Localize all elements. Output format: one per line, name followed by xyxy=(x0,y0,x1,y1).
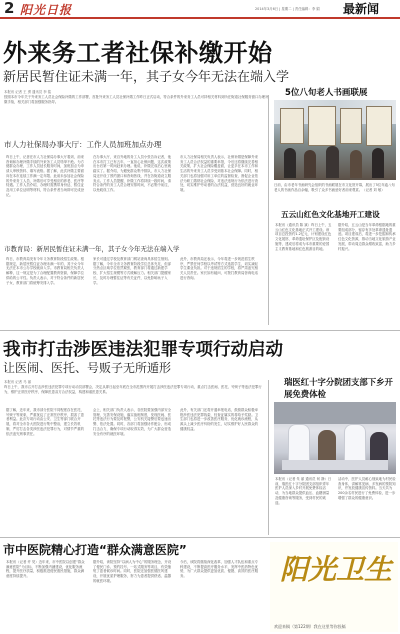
sidebar1-caption: 日前，由市老年书画研究会组织的书画联展在市文化馆开幕，展出了5位年逾八旬老人的书画作品百余幅，吸引了众多书画爱好者前来观赏。（记者 刘 敏） xyxy=(274,183,395,192)
masthead xyxy=(0,0,400,18)
sidebar3-headline: 瑞医红十字分院团支部下乡开展免费体检 xyxy=(284,377,393,399)
lead-col-5: 家长可通过学校及教育部门网站查询具体招生细则。据了解，今年全市义务教育阶段学位总体充足，但部分热点区域学位依然紧张，教育部门将通过新建学校、扩大招生规模等方式缓解压力。相关部门提醒家长，及时办理暂住证等有关证件，以免影响孩子入学。 xyxy=(93,257,171,285)
article3-headline: 市中医院精心打造“群众满意医院” xyxy=(3,543,187,557)
lead-col-1: 昨日上午，记者在市人力社保局办事大厅看到，前来咨询和办理补缴手续的外来务工人员络绎不绝。为方便群众办理，工作人员延长服务时间，加班加点为申请人审核资料、填写表格。据了解，此次补缴主要面向在本市连续工作满一定年限、此前未参加社会保险的外来务工人员，补缴后可享受相应的养老、医疗等待遇。工作人员介绍，办理时需携带身份证、暂住证及用工单位证明等材料，符合条件者当场即可完成登记。 xyxy=(6,155,84,197)
date-line: 2014年3月6日 | 星期二 | 责任编辑：李 娟 xyxy=(255,7,320,11)
article3-col-2: 据介绍，该院坚持“以病人为中心”的服务理念，开设了便民门诊、预约挂号、一站式服务等项目，有效缩短了患者候诊时间。同时，医院还加强医德医风建设，开展优质护理服务，努力为患者提供舒适、温馨的就医环境。 xyxy=(93,560,172,583)
sidebar2-col-1: 本报讯（通讯员 陈 斌）昨日上午，五云山红色文化基地正式开工建设。该项目总投资约1.2亿元，计划建设红色文化展馆、革命遗址保护区及配套设施等，建成后将成为本市重要的爱国主义教育基地和红色旅游目的地。 xyxy=(275,223,332,251)
section-title: 最新闻 xyxy=(343,2,380,16)
promo-title: 阳光卫生 xyxy=(280,553,393,586)
lead-col-4: 昨日，市教育局发布今年义务教育阶段招生政策。根据规定，新居民暂住证办理未满一年的，其子女今年无法在本市公办学校就读入学。市教育局相关负责人解释，这一规定是为了合理配置教育资源，保障学位供给的公平性。负责人表示，对于符合条件的新居民子女，教育部门将统筹安排入学。 xyxy=(6,257,84,285)
article2-intro: 昨日上午，我市召开打击涉医违法犯罪专项行动动员部署会，决定从即日起至年底在全市范围内开展打击涉医违法犯罪专项行动，重点打击医闹、医托、号贩子等违法犯罪行为，维护正常医疗秩序，保障医患双方合法权益，构建和谐医患关系。 xyxy=(4,385,262,394)
article3-col-3: 今后，该院将继续深化改革，加强人才队伍和重点专科建设，不断提高医疗服务水平，发挥中医药特色优势，为广大群众提供更加优质、便捷、高效的医疗服务。 xyxy=(180,560,258,579)
sidebar3-col-2: 活动中，医护人员耐心细致地为村民检查身体，讲解常见病、多发病的预防知识，并发放健康宣传资料。当天共为200余名村民进行了免费体检，进一步增强了群众的健康意识。 xyxy=(338,477,396,500)
article2-headline: 我市打击涉医违法犯罪专项行动启动 xyxy=(3,340,283,360)
article2-divider xyxy=(268,380,269,535)
masthead-rule xyxy=(0,17,400,19)
paper-name: 阳光日报 xyxy=(20,3,73,17)
sidebar2-col-2: 据介绍，五云山是当年革命根据地的重要组成部分，留存有多处革命遗址遗迹。项目建成后，将进一步挖掘和传承红色文化资源，推动当地文化旅游产业发展，带动周边群众增收致富，助力乡村振兴。 xyxy=(338,223,396,251)
lead-col-3: 市人力社保局相关负责人表示，社保补缴是保障外来务工人员合法权益的重要举措，今后还将继续完善相关政策，扩大社会保险覆盖面，让更多在本市工作和生活的外来务工人员享受到基本社会保障。同时，相关部门也将加强对用工单位的监督检查，督促企业依法为职工缴纳社会保险，对违法违规行为依法进行查处，切实维护劳动者的合法权益，营造良好的就业环境。 xyxy=(180,155,258,192)
promo-block xyxy=(270,542,398,632)
article2-byline: 本报讯 记者 马 丽 xyxy=(4,380,31,384)
lead-byline: 本报讯 记者 王 勇 通讯员 李 铭 xyxy=(4,90,52,94)
promo-footer: 欢迎来稿（第122期）我在这里等你投稿 xyxy=(274,624,346,629)
column-divider xyxy=(268,95,269,325)
section-divider xyxy=(0,330,400,331)
article2-col-3: 此外，有关部门还将开通举报电话，鼓励群众积极举报涉医违法犯罪线索，经查证属实的将给予奖励。卫生部门也将进一步改善医疗服务，优化就诊流程，从源头上减少医疗纠纷的发生，切实维护好人民群众的健康权益。 xyxy=(180,408,258,431)
lead-headline: 外来务工者社保补缴开始 xyxy=(3,39,273,67)
lead-col-6: 此外，市教育局还表示，今年将进一步规范招生秩序，严禁任何学校以考试等方式选拔学生，切实减轻学生课业负担。对于违规招生的学校，将严肃追究相关人员责任。家长如有疑问，可拨打教育局咨询电话进行咨询。 xyxy=(180,257,258,280)
lead-subhead: 新居民暂住证未满一年，其子女今年无法在端入学 xyxy=(3,70,290,85)
medical-photo xyxy=(274,402,396,474)
sidebar1-headline: 5位八旬老人书画联展 xyxy=(285,88,368,98)
exhibition-photo xyxy=(274,100,396,180)
article3-col-1: 本报讯（记者 许 昊）近年来，市中医院以创建“群众满意医院”为目标，不断加强内涵建设，优化服务流程，提升医疗质量，积极推进便民惠民措施，群众满意度持续提升。 xyxy=(6,560,85,579)
lead-intro: 按照本市今年关于外来务工人员社会保险补缴的工作部署，首批外来务工人员社保补缴工作昨日正式启动，符合条件的外来务工人员可持相关材料到所在街道社保服务窗口办理补缴手续，相关部门将加强服务指导。 xyxy=(4,95,269,104)
section-divider-2 xyxy=(0,537,400,538)
page-number: 2 xyxy=(4,0,15,17)
lead-subhead-2: 市教育局：新居民暂住证未满一年，其子女今年无法在端入学 xyxy=(4,245,180,253)
sidebar3-col-1: 本报讯（记者 朱 丽 通讯员 何 静）日前，瑞医红十字分院团支部组织青年医护人员深入乡村开展免费体检活动，为当地群众提供血压、血糖测量及健康咨询等服务，受到村民的欢迎。 xyxy=(275,477,332,505)
lead-subhead-1: 市人力社保局办事大厅：工作人员加班加点办理 xyxy=(4,140,162,149)
lead-col-2: 在办事大厅，来自外地的务工人员小张告诉记者，他在本市打工已有五年，一直担心社保问题，这次政策出台后第一时间赶来办理。他说，补缴完成后心里就踏实了。据介绍，为避免群众集中排队，市人力社保局还开设了预约窗口和咨询热线，并在各街道设立服务点。工作人员提醒，补缴工作将持续一段时间，请符合条件的务工人员合理安排时间，不必集中前往，以免耽误工作。 xyxy=(93,155,171,192)
article2-subhead: 让医闹、医托、号贩子无所遁形 xyxy=(3,361,172,375)
article2-col-1: 据了解，近年来，我市部分医院不同程度存在医托、号贩子等现象，严重扰乱了正常医疗秩序，损害了患者利益。此次专项行动由公安、卫生等部门联合开展，将对全市各大医院进行集中整治，建立长效机制，严厉打击各类涉医违法犯罪行为，对情节严重的依法追究刑事责任。 xyxy=(6,408,84,436)
article2-col-2: 会上，相关部门负责人表示，各医院要加强内部安全管理，完善安保设施，落实值班制度，发现医闹、医托等违法行为要及时报警，公安机关接警后要迅速出警、依法处置。同时，各部门将加强协作配合，形成打击合力，确保专项行动取得实效，为广大群众营造安全有序的就医环境。 xyxy=(93,408,171,436)
sidebar2-headline: 五云山红色文化基地开工建设 xyxy=(281,210,380,219)
